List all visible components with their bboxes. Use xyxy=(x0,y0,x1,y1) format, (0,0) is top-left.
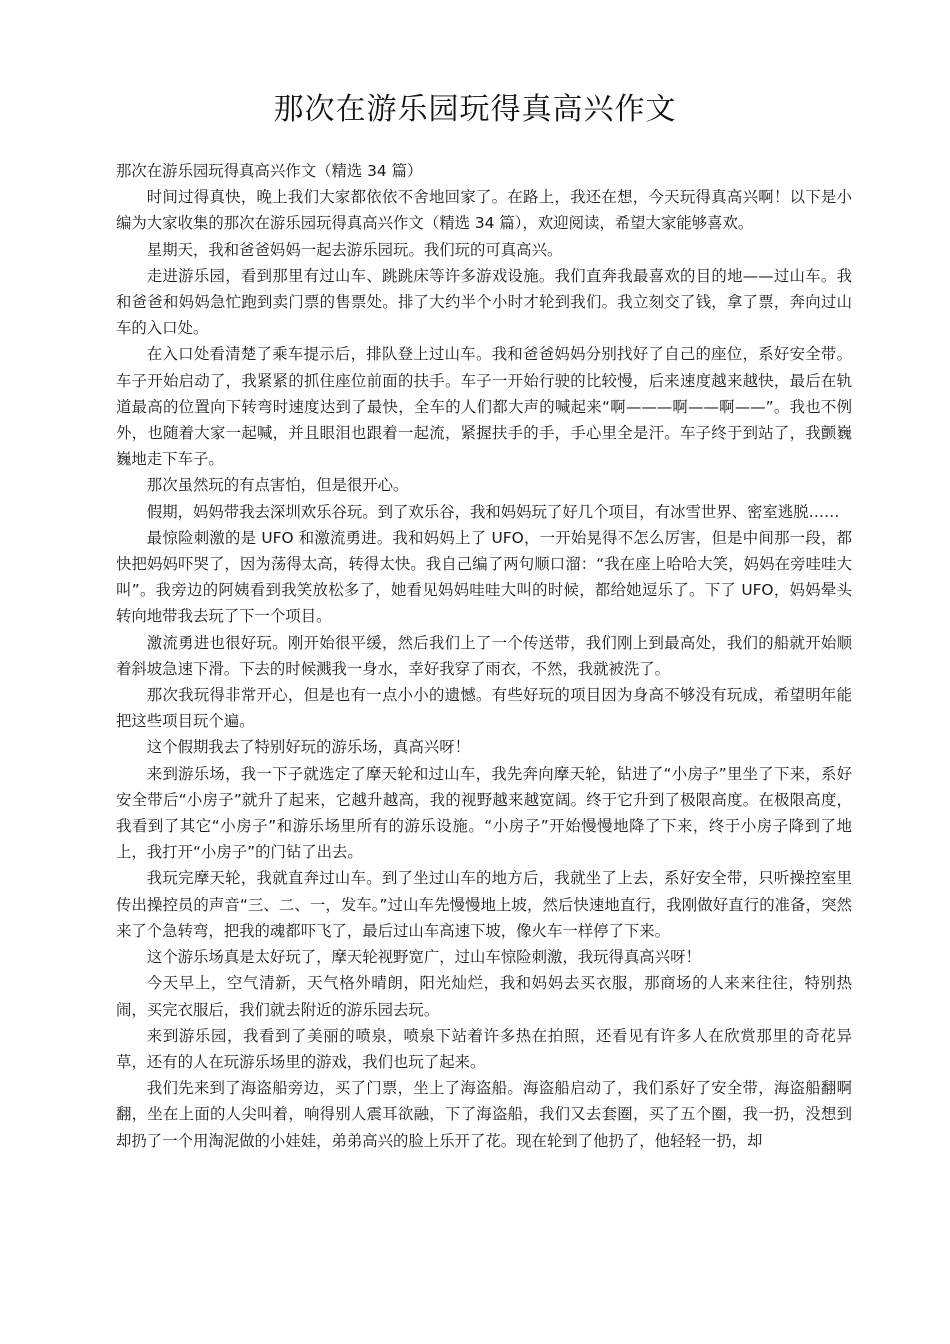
paragraph: 这个假期我去了特别好玩的游乐场，真高兴呀！ xyxy=(146,738,471,757)
paragraph: 我玩完摩天轮，我就直奔过山车。到了坐过山车的地方后，我就坐了上去，系好安全带，只听操控室里传出操控员的声音“三、二、一，发车。”过山车先慢慢地上坡，然后快速地直行，我刚做好直行的准备，突然来了个急转弯，把我的魂都吓飞了，最后过山车高速下坡，像火车一样停了下来。 xyxy=(116,869,852,940)
paragraph: 在入口处看清楚了乘车提示后，排队登上过山车。我和爸爸妈妈分别找好了自己的座位，系好安全带。车子开始启动了，我紧紧的抓住座位前面的扶手。车子一开始行驶的比较慢，后来速度越来越快，最后在轨道最高的位置向下转弯时速度达到了最快，全车的人们都大声的喊起来“啊———啊——啊——”。我也不例外，也随着大家一起喊，并且眼泪也跟着一起流，紧握扶手的手，手心里全是汗。车子终于到站了，我颤巍巍地走下车子。 xyxy=(116,345,852,469)
paragraph: 最惊险刺激的是 UFO 和激流勇进。我和妈妈上了 UFO，一开始晃得不怎么厉害，但是中间那一段，都快把妈妈吓哭了，因为荡得太高，转得太快。我自己编了两句顺口溜：“我在座上哈哈大笑，妈妈在旁哇哇大叫”。我旁边的阿姨看到我笑放松多了，她看见妈妈哇哇大叫的时候，都给她逗乐了。下了 UFO，妈妈晕头转向地带我去玩了下一个项目。 xyxy=(116,528,852,626)
paragraph: 我们先来到了海盗船旁边，买了门票，坐上了海盗船。海盗船启动了，我们系好了安全带，海盗船翻啊翻，坐在上面的人尖叫着，响得别人震耳欲融，下了海盗船，我们又去套圈，买了五个圈，我一扔，没想到却扔了一个用淘泥做的小娃娃，弟弟高兴的脸上乐开了花。现在轮到了他扔了，他轻轻一扔，却 xyxy=(116,1079,852,1150)
document-subtitle: 那次在游乐园玩得真高兴作文（精选 34 篇） xyxy=(116,162,423,180)
document-title: 那次在游乐园玩得真高兴作文 xyxy=(273,92,677,127)
paragraph: 来到游乐园，我看到了美丽的喷泉，喷泉下站着许多热在拍照，还看见有许多人在欣赏那里的奇花异草，还有的人在玩游乐场里的游戏，我们也玩了起来。 xyxy=(116,1026,852,1071)
paragraph: 那次虽然玩的有点害怕，但是很开心。 xyxy=(146,476,409,495)
paragraph: 走进游乐园，看到那里有过山车、跳跳床等许多游戏设施。我们直奔我最喜欢的目的地——过山车。我和爸爸和妈妈急忙跑到卖门票的售票处。排了大约半个小时才轮到我们。我立刻交了钱，拿了票，奔向过山车的入口处。 xyxy=(116,266,852,338)
paragraph: 今天早上，空气清新，天气格外晴朗，阳光灿烂，我和妈妈去买衣服，那商场的人来来往往，特别热闹，买完衣服后，我们就去附近的游乐园去玩。 xyxy=(116,974,852,1019)
document-body xyxy=(116,158,852,1154)
paragraph: 假期，妈妈带我去深圳欢乐谷玩。到了欢乐谷，我和妈妈玩了好几个项目，有冰雪世界、密室逃脱…… xyxy=(146,502,840,521)
paragraph: 星期天，我和爸爸妈妈一起去游乐园玩。我们玩的可真高兴。 xyxy=(146,240,563,259)
paragraph: 激流勇进也很好玩。刚开始很平缓，然后我们上了一个传送带，我们刚上到最高处，我们的船就开始顺着斜坡急速下滑。下去的时候溅我一身水，幸好我穿了雨衣，不然，我就被洗了。 xyxy=(116,633,852,678)
paragraph: 时间过得真快，晚上我们大家都依依不舍地回家了。在路上，我还在想，今天玩得真高兴啊！以下是小编为大家收集的那次在游乐园玩得真高兴作文（精选 34 篇），欢迎阅读，希望大家能够喜欢。 xyxy=(116,188,852,233)
paragraph: 那次我玩得非常开心，但是也有一点小小的遗憾。有些好玩的项目因为身高不够没有玩成，希望明年能把这些项目玩个遍。 xyxy=(116,686,852,731)
paragraph: 来到游乐场，我一下子就选定了摩天轮和过山车，我先奔向摩天轮，钻进了“小房子”里坐了下来，系好安全带后“小房子”就升了起来，它越升越高，我的视野越来越宽阔。终于它升到了极限高度。在极限高度，我看到了其它“小房子”和游乐场里所有的游乐设施。“小房子”开始慢慢地降了下来，终于小房子降到了地上，我打开“小房子”的门钻了出去。 xyxy=(116,764,852,862)
paragraph: 这个游乐场真是太好玩了，摩天轮视野宽广，过山车惊险刺激，我玩得真高兴呀！ xyxy=(146,948,701,967)
